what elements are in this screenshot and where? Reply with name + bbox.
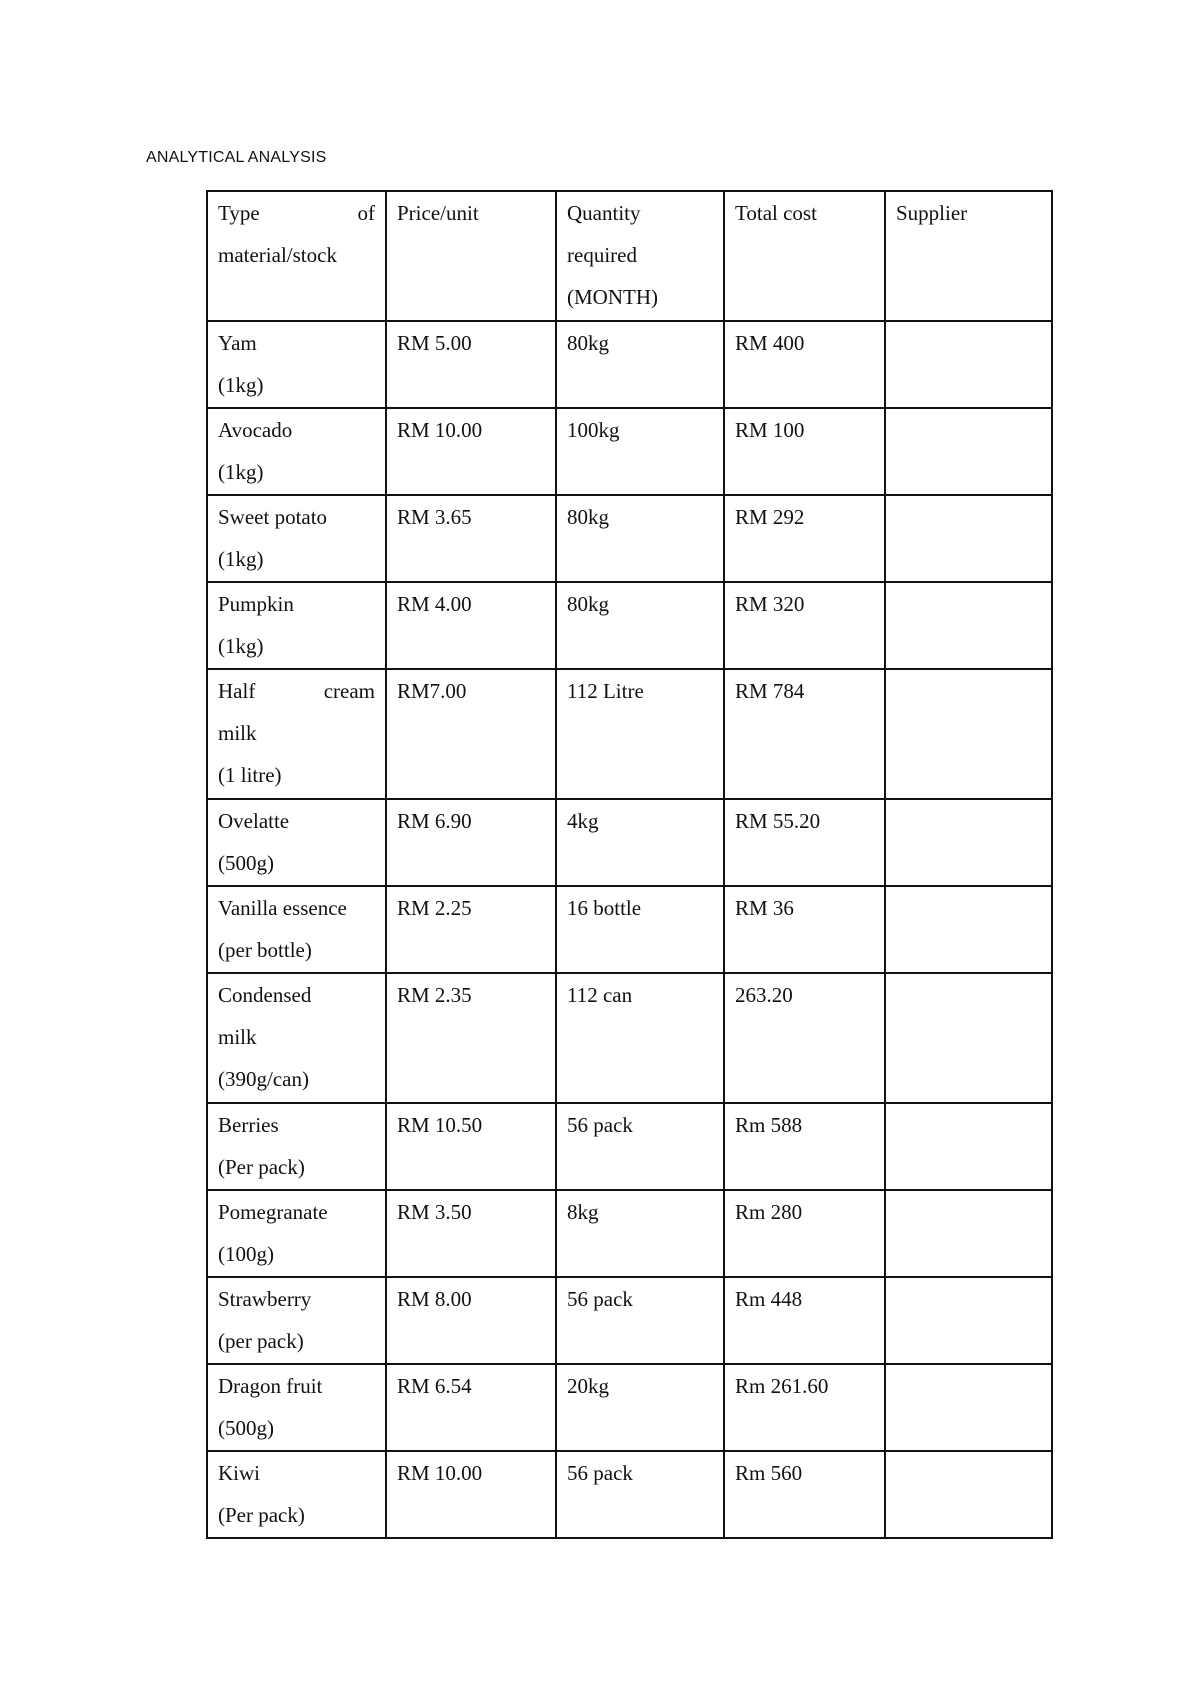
total-cost-cell: Rm 280 <box>724 1190 885 1277</box>
total-cost-cell: 263.20 <box>724 973 885 1103</box>
supplier-cell <box>885 582 1052 669</box>
price-cell: RM 6.90 <box>386 799 556 886</box>
price-cell: RM 6.54 <box>386 1364 556 1451</box>
table-row <box>207 669 1052 799</box>
quantity-cell: 56 pack <box>556 1451 724 1538</box>
table-row <box>207 408 1052 495</box>
table-row <box>207 799 1052 886</box>
material-cell: Pumpkin (1kg) <box>207 582 386 669</box>
table-row <box>207 321 1052 408</box>
material-cell: Sweet potato (1kg) <box>207 495 386 582</box>
total-cost-cell: RM 320 <box>724 582 885 669</box>
header-supplier: Supplier <box>885 191 1052 321</box>
table-header-row <box>207 191 1052 321</box>
quantity-cell: 80kg <box>556 495 724 582</box>
supplier-cell <box>885 1103 1052 1190</box>
stock-cost-table <box>206 190 1053 1539</box>
total-cost-cell: RM 292 <box>724 495 885 582</box>
supplier-cell <box>885 321 1052 408</box>
quantity-cell: 80kg <box>556 321 724 408</box>
table-row <box>207 973 1052 1103</box>
price-cell: RM 4.00 <box>386 582 556 669</box>
total-cost-cell: Rm 448 <box>724 1277 885 1364</box>
material-cell: Yam (1kg) <box>207 321 386 408</box>
quantity-cell: 56 pack <box>556 1277 724 1364</box>
price-cell: RM7.00 <box>386 669 556 799</box>
table-row <box>207 495 1052 582</box>
quantity-cell: 112 Litre <box>556 669 724 799</box>
total-cost-cell: RM 36 <box>724 886 885 973</box>
table-row <box>207 1451 1052 1538</box>
material-cell: Avocado (1kg) <box>207 408 386 495</box>
price-cell: RM 3.50 <box>386 1190 556 1277</box>
header-quantity-required: Quantity required (MONTH) <box>556 191 724 321</box>
supplier-cell <box>885 1364 1052 1451</box>
total-cost-cell: Rm 588 <box>724 1103 885 1190</box>
quantity-cell: 80kg <box>556 582 724 669</box>
table-row <box>207 886 1052 973</box>
material-cell: Condensed milk (390g/can) <box>207 973 386 1103</box>
material-cell: Kiwi (Per pack) <box>207 1451 386 1538</box>
quantity-cell: 20kg <box>556 1364 724 1451</box>
material-cell: Half cream milk (1 litre) <box>207 669 386 799</box>
table-row <box>207 1277 1052 1364</box>
table-row <box>207 1190 1052 1277</box>
supplier-cell <box>885 886 1052 973</box>
quantity-cell: 4kg <box>556 799 724 886</box>
price-cell: RM 10.50 <box>386 1103 556 1190</box>
price-cell: RM 2.25 <box>386 886 556 973</box>
material-cell: Vanilla essence (per bottle) <box>207 886 386 973</box>
price-cell: RM 5.00 <box>386 321 556 408</box>
total-cost-cell: Rm 261.60 <box>724 1364 885 1451</box>
document-title: ANALYTICAL ANALYSIS <box>146 149 327 166</box>
quantity-cell: 16 bottle <box>556 886 724 973</box>
material-cell: Pomegranate (100g) <box>207 1190 386 1277</box>
supplier-cell <box>885 973 1052 1103</box>
price-cell: RM 3.65 <box>386 495 556 582</box>
table-row <box>207 1364 1052 1451</box>
price-cell: RM 10.00 <box>386 408 556 495</box>
header-total-cost: Total cost <box>724 191 885 321</box>
supplier-cell <box>885 1190 1052 1277</box>
price-cell: RM 10.00 <box>386 1451 556 1538</box>
supplier-cell <box>885 1277 1052 1364</box>
price-cell: RM 2.35 <box>386 973 556 1103</box>
table-row <box>207 1103 1052 1190</box>
quantity-cell: 100kg <box>556 408 724 495</box>
total-cost-cell: RM 55.20 <box>724 799 885 886</box>
total-cost-cell: Rm 560 <box>724 1451 885 1538</box>
table-row <box>207 582 1052 669</box>
material-cell: Strawberry (per pack) <box>207 1277 386 1364</box>
supplier-cell <box>885 408 1052 495</box>
total-cost-cell: RM 784 <box>724 669 885 799</box>
quantity-cell: 112 can <box>556 973 724 1103</box>
header-type-of-material: Type of material/stock <box>207 191 386 321</box>
supplier-cell <box>885 1451 1052 1538</box>
material-cell: Dragon fruit (500g) <box>207 1364 386 1451</box>
material-cell: Berries (Per pack) <box>207 1103 386 1190</box>
header-price-per-unit: Price/unit <box>386 191 556 321</box>
material-cell: Ovelatte (500g) <box>207 799 386 886</box>
supplier-cell <box>885 669 1052 799</box>
quantity-cell: 8kg <box>556 1190 724 1277</box>
total-cost-cell: RM 400 <box>724 321 885 408</box>
quantity-cell: 56 pack <box>556 1103 724 1190</box>
supplier-cell <box>885 799 1052 886</box>
price-cell: RM 8.00 <box>386 1277 556 1364</box>
total-cost-cell: RM 100 <box>724 408 885 495</box>
supplier-cell <box>885 495 1052 582</box>
